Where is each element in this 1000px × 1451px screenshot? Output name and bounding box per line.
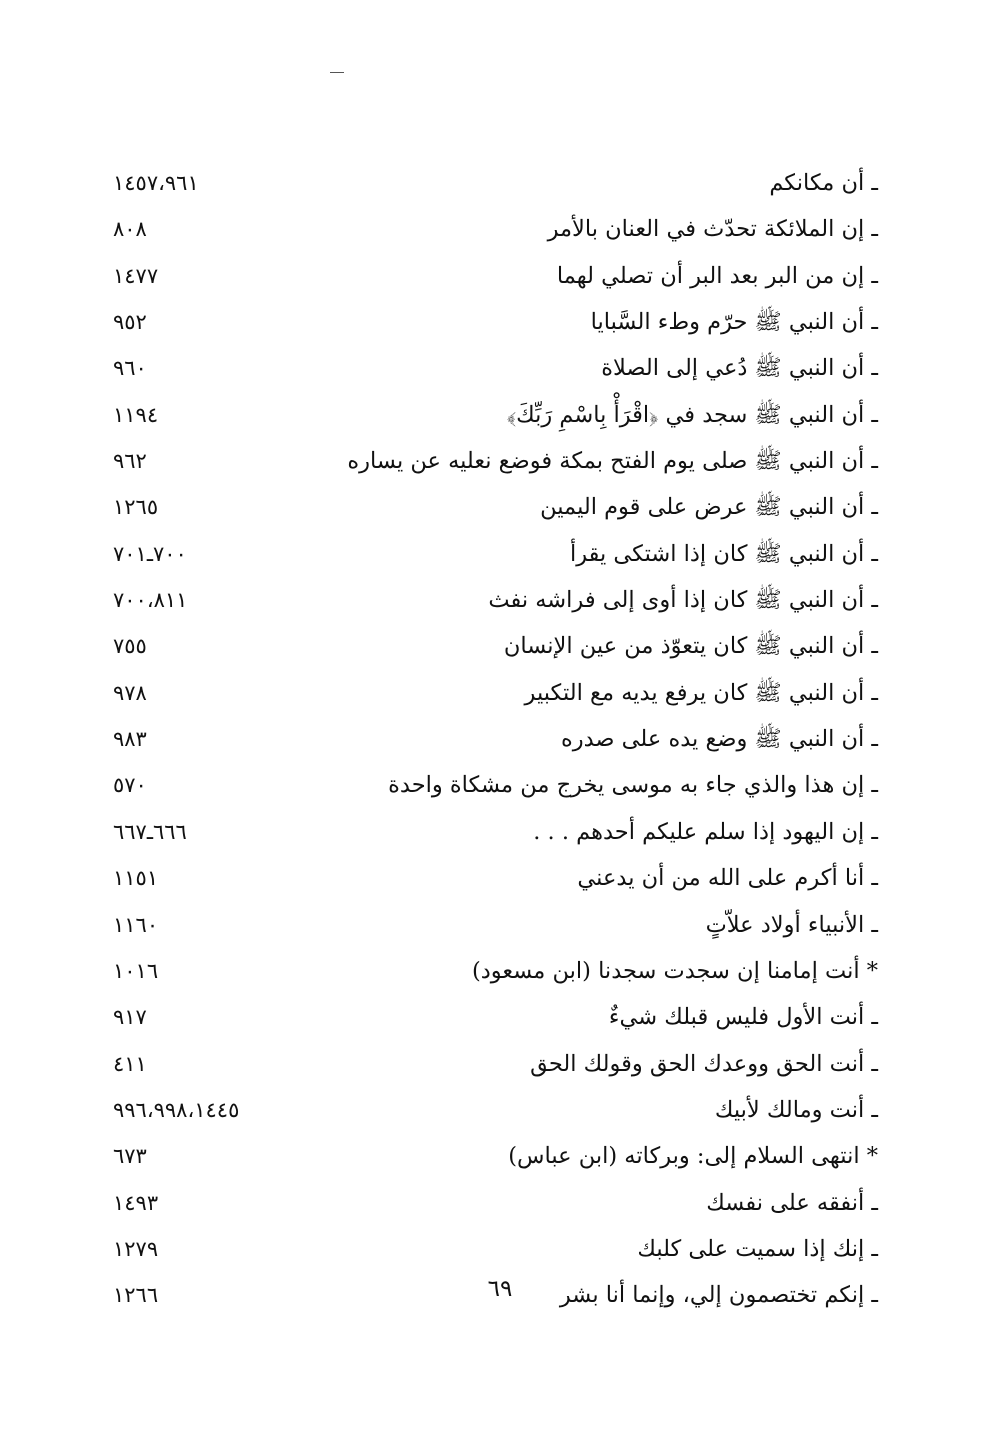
entry-text: ـ أن النبي ﷺ دُعي إلى الصلاة <box>601 355 878 382</box>
entry-text: * أنت إمامنا إن سجدت سجدنا (ابن مسعود) <box>471 957 878 984</box>
index-entry <box>0 855 1000 901</box>
page-reference: ١٢٧٩ <box>113 1236 159 1261</box>
index-entry <box>0 948 1000 994</box>
index-entry <box>0 392 1000 438</box>
entry-text: ـ أنت الأول فليس قبلك شيءٌ <box>608 1004 878 1031</box>
page-reference: ٩٦٠ <box>113 356 147 381</box>
entry-text: ـ إنكم تختصمون إلي، وإنما أنا بشر <box>559 1282 878 1309</box>
page-reference: ١١٦٠ <box>113 912 159 937</box>
index-entry <box>0 716 1000 762</box>
index-entry <box>0 1087 1000 1133</box>
index-entry <box>0 670 1000 716</box>
page-reference: ٦٧٣ <box>113 1144 147 1169</box>
page-reference: ١٤٩٣ <box>113 1190 159 1215</box>
page-reference: ١٢٦٥ <box>113 495 159 520</box>
entry-text: ـ أن النبي ﷺ سجد في ﴿اقْرَأْ بِاسْمِ رَبِّكَ﴾ <box>506 401 878 428</box>
entry-text: ـ إنك إذا سميت على كلبك <box>637 1235 878 1262</box>
index-entry <box>0 253 1000 299</box>
entry-text: ـ أنت ومالك لأبيك <box>714 1096 878 1123</box>
top-mark <box>330 72 344 73</box>
entry-text: ـ إن الملائكة تحدّث في العنان بالأمر <box>547 216 878 243</box>
entry-text: ـ إن من البر بعد البر أن تصلي لهما <box>556 262 878 289</box>
page-reference: ١٠١٦ <box>113 958 159 983</box>
entry-text: ـ أنفقه على نفسك <box>706 1189 878 1216</box>
index-entry <box>0 577 1000 623</box>
entry-text: ـ أن النبي ﷺ كان إذا أوى إلى فراشه نفث <box>488 587 878 614</box>
entry-text: ـ أن النبي ﷺ حرّم وطء السَّبايا <box>590 309 878 336</box>
entry-text: ـ أن النبي ﷺ عرض على قوم اليمين <box>540 494 878 521</box>
entry-text: ـ الأنبياء أولاد علاّتٍ <box>705 911 878 938</box>
entry-text: ـ أن مكانكم <box>769 170 878 196</box>
entry-text: ـ أن النبي ﷺ صلى يوم الفتح بمكة فوضع نعليه عن يساره <box>347 448 878 475</box>
entry-text: ـ أن النبي ﷺ كان إذا اشتكى يقرأ <box>569 540 878 567</box>
index-entry <box>0 1041 1000 1087</box>
page-reference: ١١٩٤ <box>113 402 159 427</box>
page-reference: ١١٥١ <box>113 866 159 891</box>
index-entry <box>0 160 1000 206</box>
index-entry <box>0 1133 1000 1179</box>
index-entry <box>0 345 1000 391</box>
index-entry <box>0 623 1000 669</box>
index-entry <box>0 299 1000 345</box>
page-reference: ٩٥٢ <box>113 310 147 335</box>
page-reference: ٩٨٣ <box>113 727 147 752</box>
page-reference: ٨٠٨ <box>113 217 147 242</box>
page-reference: ٦٦٦ـ٦٦٧ <box>113 819 187 844</box>
index-entry <box>0 531 1000 577</box>
entry-text: * انتهى السلام إلى: وبركاته (ابن عباس) <box>508 1143 878 1170</box>
index-entry <box>0 484 1000 530</box>
page-reference: ٩٧٨ <box>113 680 147 705</box>
page-reference: ٩١٧ <box>113 1005 147 1030</box>
page-reference: ٩٩٦،٩٩٨،١٤٤٥ <box>113 1097 240 1122</box>
index-entry <box>0 1226 1000 1272</box>
index-entry <box>0 1180 1000 1226</box>
page-reference: ٥٧٠ <box>113 773 147 798</box>
index-entry <box>0 762 1000 808</box>
hadith-index-list <box>0 160 1000 1319</box>
page-number: ٦٩ <box>487 1276 513 1302</box>
page-reference: ١٢٦٦ <box>113 1283 159 1308</box>
entry-text: ـ أن النبي ﷺ كان يتعوّذ من عين الإنسان <box>503 633 878 660</box>
page-reference: ٧٠٠،٨١١ <box>113 588 188 613</box>
entry-text: ـ إن اليهود إذا سلم عليكم أحدهم . . . <box>533 818 878 845</box>
page-reference: ٩٦٢ <box>113 449 147 474</box>
index-entry <box>0 438 1000 484</box>
page-reference: ٤١١ <box>113 1051 147 1076</box>
page-reference: ١٤٥٧،٩٦١ <box>113 171 199 195</box>
entry-text: ـ أن النبي ﷺ وضع يده على صدره <box>560 726 878 753</box>
entry-text: ـ أن النبي ﷺ كان يرفع يديه مع التكبير <box>524 679 878 706</box>
page-reference: ٧٠٠ـ٧٠١ <box>113 541 187 566</box>
index-entry <box>0 994 1000 1040</box>
page-reference: ٧٥٥ <box>113 634 147 659</box>
entry-text: ـ أنت الحق ووعدك الحق وقولك الحق <box>530 1050 878 1077</box>
entry-text: ـ إن هذا والذي جاء به موسى يخرج من مشكاة واحدة <box>388 772 878 799</box>
index-entry <box>0 206 1000 252</box>
entry-text: ـ أنا أكرم على الله من أن يدعني <box>577 865 878 892</box>
index-entry <box>0 902 1000 948</box>
page-reference: ١٤٧٧ <box>113 263 159 288</box>
index-entry <box>0 809 1000 855</box>
